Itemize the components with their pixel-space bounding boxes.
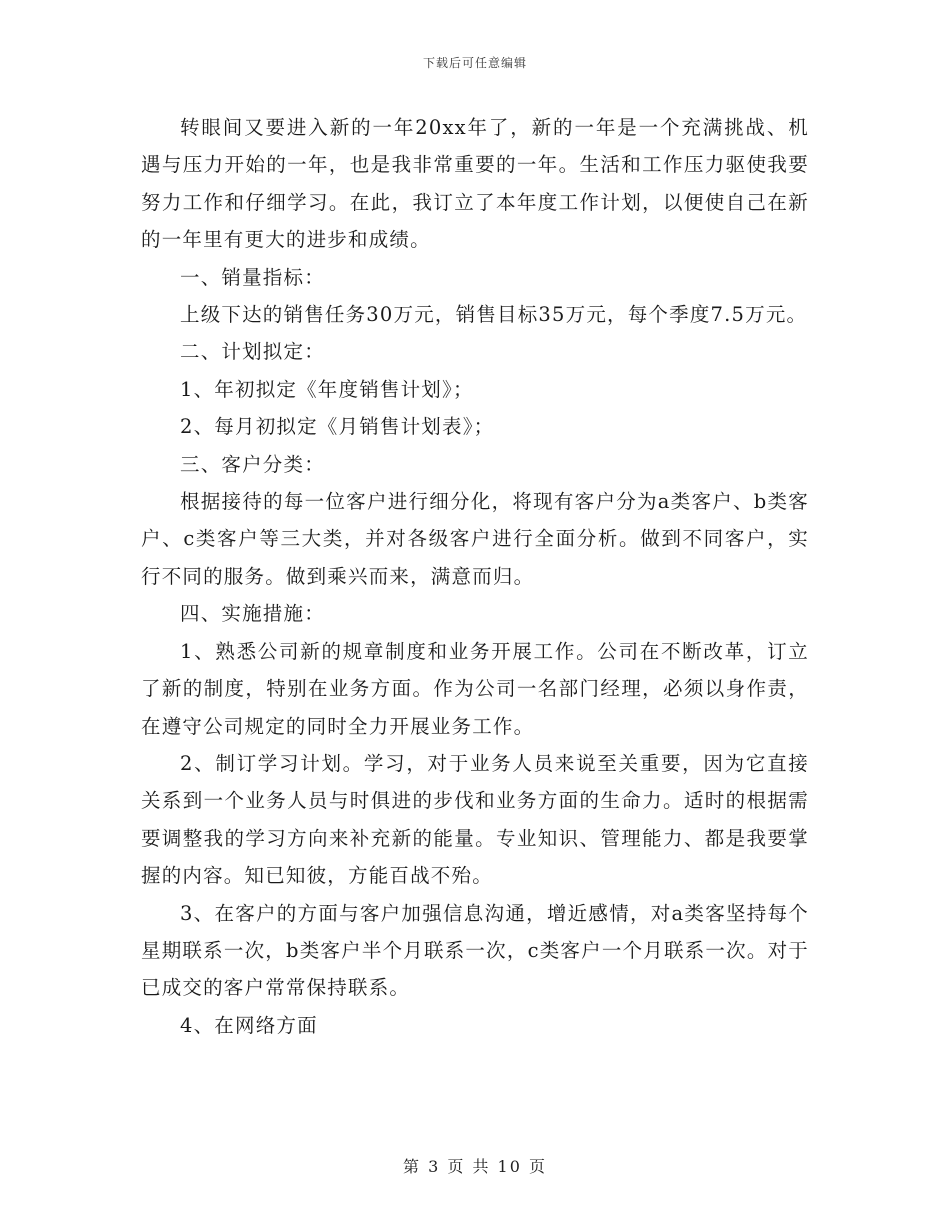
heading-measures: 四、实施措施： — [180, 602, 325, 626]
paragraph-plan-monthly: 2、每月初拟定《月销售计划表》； — [180, 415, 495, 439]
paragraph-measure-3: 3、在客户的方面与客户加强信息沟通，增近感情，对a类客坚持每个星期联系一次，b类客户半个月联系一次，c类客户一个月联系一次。对于已成交的客户常常保持联系。 — [141, 901, 809, 1000]
document-body — [141, 109, 809, 1044]
header-note: 下载后可任意编辑 — [422, 56, 527, 70]
paragraph-measure-1: 1、熟悉公司新的规章制度和业务开展工作。公司在不断改革，订立了新的制度，特别在业务方面。作为公司一名部门经理，必须以身作责，在遵守公司规定的同时全力开展业务工作。 — [141, 639, 809, 738]
heading-plan: 二、计划拟定： — [180, 340, 325, 364]
paragraph-intro: 转眼间又要进入新的一年20xx年了，新的一年是一个充满挑战、机遇与压力开始的一年，也是我非常重要的一年。生活和工作压力驱使我要努力工作和仔细学习。在此，我订立了本年度工作计划，以便使自己在新的一年里有更大的进步和成绩。 — [141, 116, 809, 252]
paragraph-plan-annual: 1、年初拟定《年度销售计划》； — [180, 377, 474, 401]
paragraph-customer-classification: 根据接待的每一位客户进行细分化，将现有客户分为a类客户、b类客户、c类客户等三大类，并对各级客户进行全面分析。做到不同客户，实行不同的服务。做到乘兴而来，满意而归。 — [141, 490, 809, 588]
paragraph-measure-4: 4、在网络方面 — [180, 1013, 318, 1037]
paragraph-sales-target: 上级下达的销售任务30万元，销售目标35万元，每个季度7.5万元。 — [180, 303, 808, 327]
heading-sales-target: 一、销量指标： — [180, 265, 325, 289]
paragraph-measure-2: 2、制订学习计划。学习，对于业务人员来说至关重要，因为它直接关系到一个业务人员与时俱进的步伐和业务方面的生命力。适时的根据需要调整我的学习方向来补充新的能量。专业知识、管理能力、都是我要掌握的内容。知已知彼，方能百战不殆。 — [141, 751, 809, 888]
page-footer: 第 3 页 共 10 页 — [403, 1157, 547, 1176]
heading-customer-classification: 三、客户分类： — [180, 452, 325, 476]
